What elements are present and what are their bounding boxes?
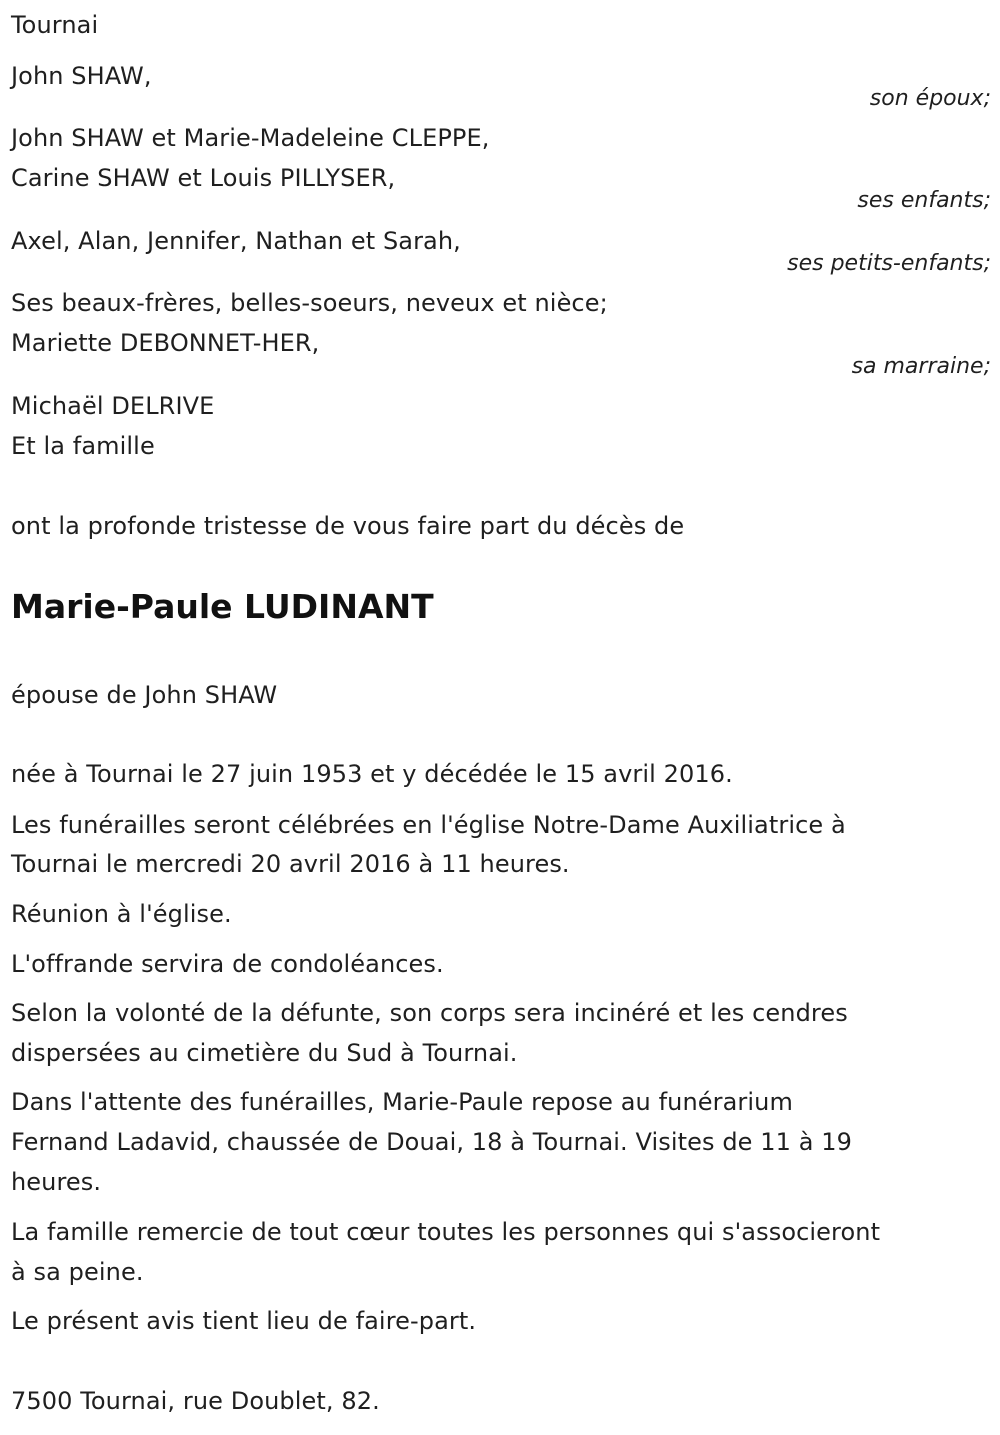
announcement-text: ont la profonde tristesse de vous faire part du décès de (11, 512, 685, 540)
funeral-line-2: Tournai le mercredi 20 avril 2016 à 11 heures. (11, 850, 570, 878)
in-laws-line: Ses beaux-frères, belles-soeurs, neveux et nièce; (11, 289, 608, 317)
visitation-line-3: heures. (11, 1168, 102, 1196)
visitation-line-1: Dans l'attente des funérailles, Marie-Paule repose au funérarium (11, 1088, 793, 1116)
godmother-name: Mariette DEBONNET-HER, (11, 329, 320, 357)
visitation-line-2: Fernand Ladavid, chaussée de Douai, 18 à Tournai. Visites de 11 à 19 (11, 1128, 852, 1156)
deceased-name: Marie-Paule LUDINANT (11, 587, 434, 626)
spouse-name: John SHAW, (11, 62, 152, 90)
other-relative-name: Michaël DELRIVE (11, 392, 215, 420)
thanks-line-1: La famille remercie de tout cœur toutes les personnes qui s'associeront (11, 1218, 881, 1246)
spouse-role: son époux; (869, 86, 991, 111)
cremation-line-1: Selon la volonté de la défunte, son corps sera incinéré et les cendres (11, 999, 848, 1027)
address-line: 7500 Tournai, rue Doublet, 82. (11, 1387, 380, 1415)
offering-line: L'offrande servira de condoléances. (11, 950, 444, 978)
family-line: Et la famille (11, 432, 155, 460)
funeral-line-1: Les funérailles seront célébrées en l'église Notre-Dame Auxiliatrice à (11, 811, 846, 839)
grandchildren-role: ses petits-enfants; (787, 251, 991, 276)
notice-note: Le présent avis tient lieu de faire-part. (11, 1307, 477, 1335)
birth-death-line: née à Tournai le 27 juin 1953 et y décédée le 15 avril 2016. (11, 760, 733, 788)
grandchildren-names: Axel, Alan, Jennifer, Nathan et Sarah, (11, 227, 461, 255)
thanks-line-2: à sa peine. (11, 1258, 144, 1286)
reunion-line: Réunion à l'église. (11, 900, 232, 928)
obituary-notice (11, 0, 991, 1435)
city-heading: Tournai (11, 11, 99, 39)
child-line-1: John SHAW et Marie-Madeleine CLEPPE, (11, 124, 490, 152)
children-role: ses enfants; (857, 188, 991, 213)
godmother-role: sa marraine; (851, 354, 991, 379)
child-line-2: Carine SHAW et Louis PILLYSER, (11, 164, 396, 192)
spouse-line: épouse de John SHAW (11, 681, 278, 709)
cremation-line-2: dispersées au cimetière du Sud à Tournai. (11, 1039, 518, 1067)
